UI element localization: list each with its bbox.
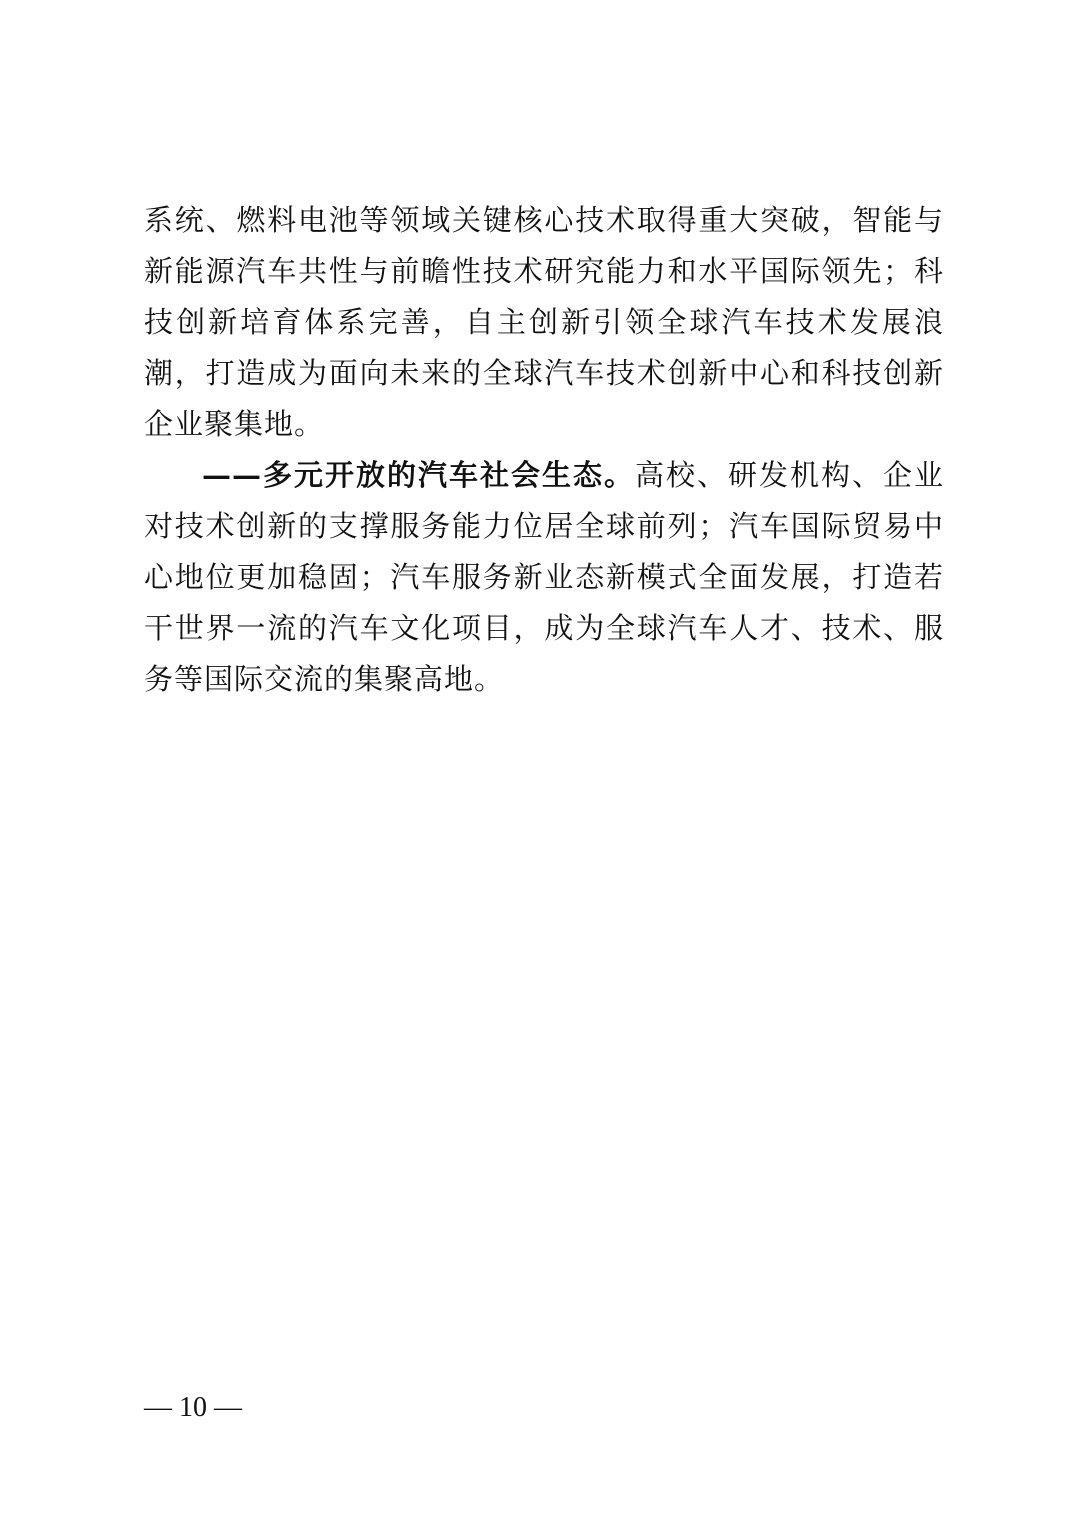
- paragraph-heading: ——多元开放的汽车社会生态。: [202, 458, 635, 492]
- paragraph-social-ecology: [144, 450, 944, 705]
- paragraph-continuation: [144, 195, 944, 450]
- paragraph-text: 高校、研发机构、企业对技术创新的支撑服务能力位居全球前列；汽车国际贸易中心地位更加稳固；汽车服务新业态新模式全面发展，打造若干世界一流的汽车文化项目，成为全球汽车人才、技术、服务等国际交流的集聚高地。: [144, 458, 944, 696]
- page-number: — 10 —: [144, 1392, 242, 1423]
- paragraph-text: 系统、燃料电池等领域关键核心技术取得重大突破，智能与新能源汽车共性与前瞻性技术研究能力和水平国际领先；科技创新培育体系完善，自主创新引领全球汽车技术发展浪潮，打造成为面向未来的全球汽车技术创新中心和科技创新企业聚集地。: [144, 203, 944, 441]
- body-text: [144, 195, 944, 705]
